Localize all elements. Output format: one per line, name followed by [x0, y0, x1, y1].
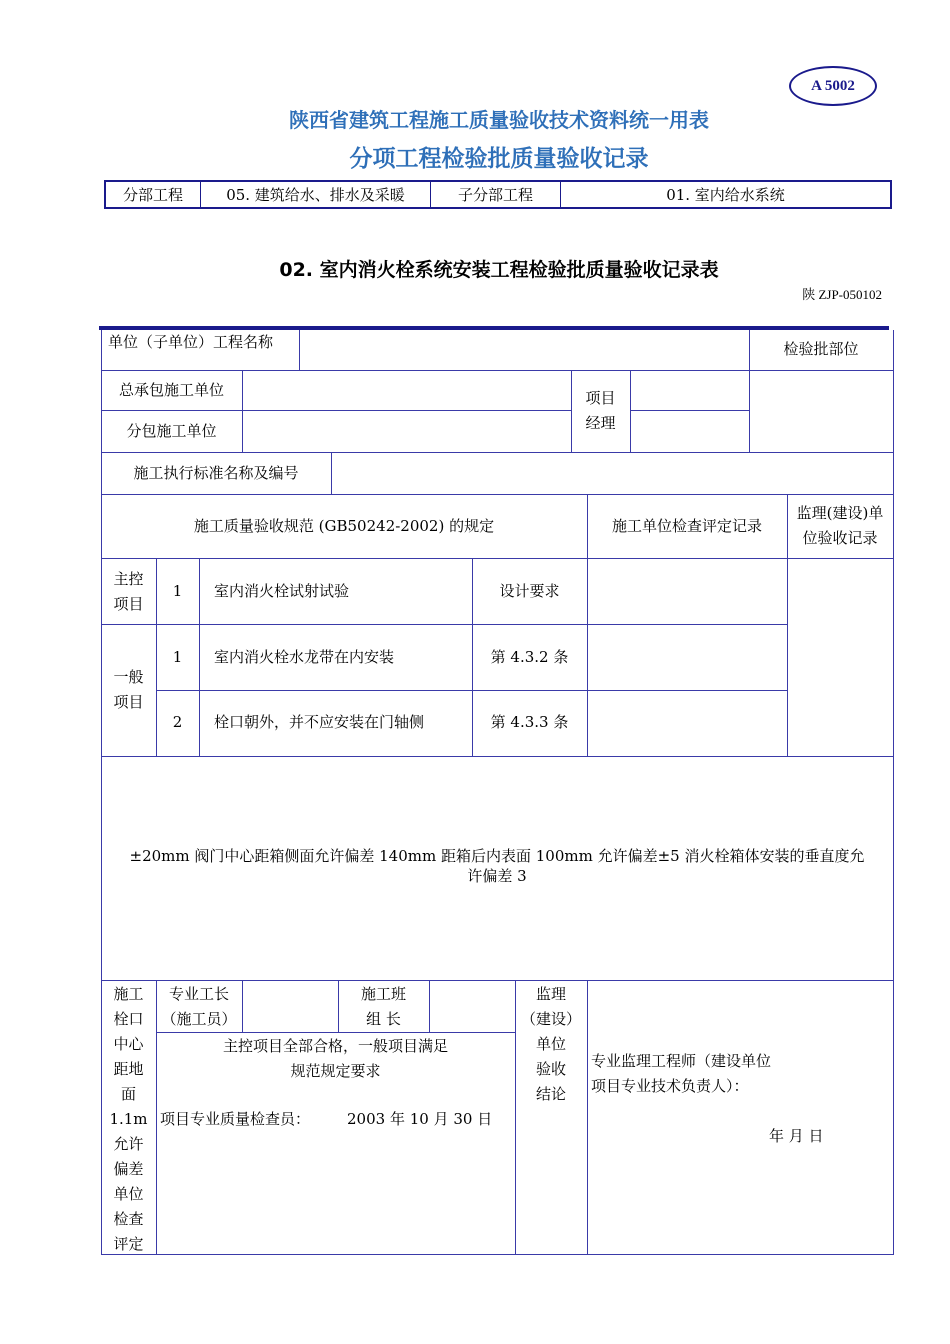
general-contractor-label: 总承包施工单位 — [118, 381, 224, 399]
project-manager-label-2: 经理 — [585, 414, 616, 432]
vertical-label-3: 中心 — [113, 1035, 144, 1053]
vertical-label-1: 施工 — [113, 985, 144, 1003]
main-item-record-field[interactable] — [588, 563, 786, 619]
supervisor-record-field[interactable] — [788, 563, 892, 751]
foreman-label-1: 专业工长 — [168, 985, 229, 1003]
project-manager-label-1: 项目 — [585, 389, 616, 407]
document-title: 陕西省建筑工程施工质量验收技术资料统一用表 — [289, 108, 709, 132]
unit-name-label: 单位（子单位）工程名称 — [108, 333, 274, 351]
division-value: 05. 建筑给水、排水及采暖 — [201, 181, 431, 208]
main-items-category-1: 主控 — [113, 570, 144, 588]
inspector-label: 项目专业质量检查员： — [160, 1110, 311, 1128]
tolerance-text-1: ±20mm 阀门中心距箱侧面允许偏差 140mm 距箱后内表面 100mm 允许偏差±5 消火栓箱体安装的垂直度允 — [129, 847, 865, 865]
supervising-engineer-label-1: 专业监理工程师（建设单位 — [591, 1052, 772, 1070]
conclusion-text-2: 规范规定要求 — [290, 1062, 381, 1080]
vertical-label-2: 栓口 — [113, 1010, 144, 1028]
vertical-label-7: 允许 — [113, 1135, 144, 1153]
form-code: 陕 ZJP-050102 — [802, 287, 882, 302]
vertical-label-11: 评定 — [113, 1235, 144, 1253]
division-label: 分部工程 — [105, 181, 201, 208]
form-title: 02. 室内消火栓系统安装工程检验批质量验收记录表 — [279, 259, 719, 281]
project-manager-field-2[interactable] — [631, 415, 749, 445]
general-contractor-field[interactable] — [243, 375, 571, 405]
general-item-no: 2 — [172, 713, 183, 731]
general-item-name: 室内消火栓水龙带在内安装 — [214, 648, 395, 666]
unit-name-field[interactable] — [300, 335, 749, 365]
contractor-record-header: 施工单位检查评定记录 — [611, 517, 762, 535]
project-manager-field-1[interactable] — [631, 375, 749, 405]
general-items-category-1: 一般 — [113, 668, 144, 686]
general-item-name: 栓口朝外，并不应安装在门轴侧 — [214, 713, 425, 731]
vertical-label-4: 距地 — [113, 1060, 144, 1078]
subdivision-label: 子分部工程 — [431, 181, 561, 208]
vertical-label-10: 检查 — [113, 1210, 144, 1228]
standard-label: 施工执行标准名称及编号 — [133, 464, 299, 482]
subcontractor-field[interactable] — [243, 415, 571, 445]
team-leader-label-1: 施工班 — [360, 985, 406, 1003]
vertical-label-8: 偏差 — [113, 1160, 144, 1178]
team-leader-field[interactable] — [430, 985, 515, 1027]
subdivision-value: 01. 室内给水系统 — [561, 181, 892, 208]
foreman-label-2: （施工员） — [161, 1010, 237, 1028]
inspection-date: 2003 年 10 月 30 日 — [347, 1110, 493, 1128]
standard-field[interactable] — [332, 457, 893, 489]
supervisor-date-placeholder: 年 月 日 — [769, 1127, 824, 1145]
main-item-no: 1 — [172, 582, 183, 600]
main-item-name: 室内消火栓试射试验 — [214, 582, 350, 600]
main-items-category-2: 项目 — [113, 595, 144, 613]
supervising-engineer-label-2: 项目专业技术负责人）： — [591, 1077, 749, 1095]
general-item-record-field[interactable] — [588, 629, 786, 685]
subcontractor-label: 分包施工单位 — [126, 422, 217, 440]
tolerance-text-2: 许偏差 3 — [467, 867, 527, 885]
conclusion-text-1: 主控项目全部合格，一般项目满足 — [222, 1037, 448, 1055]
general-item-no: 1 — [172, 648, 183, 666]
foreman-field[interactable] — [243, 985, 338, 1027]
batch-part-field[interactable] — [750, 375, 893, 447]
document-subtitle: 分项工程检验批质量验收记录 — [349, 146, 649, 172]
general-item-requirement: 第 4.3.2 条 — [490, 648, 569, 666]
general-item-requirement: 第 4.3.3 条 — [490, 713, 569, 731]
main-item-requirement: 设计要求 — [499, 582, 560, 600]
supervisor-vertical-5: 结论 — [535, 1085, 566, 1103]
batch-part-label: 检验批部位 — [783, 340, 859, 358]
vertical-label-9: 单位 — [113, 1185, 144, 1203]
supervisor-vertical-3: 单位 — [535, 1035, 566, 1053]
form-number-badge: A 5002 — [789, 66, 877, 106]
supervisor-header-1: 监理(建设)单 — [796, 504, 884, 522]
team-leader-label-2: 组 长 — [366, 1010, 401, 1028]
vertical-label-5: 面 — [120, 1085, 136, 1103]
supervisor-vertical-4: 验收 — [535, 1060, 566, 1078]
spec-header: 施工质量验收规范 (GB50242-2002) 的规定 — [193, 517, 495, 535]
supervisor-header-2: 位验收记录 — [802, 529, 878, 547]
division-header-table — [104, 180, 892, 209]
general-items-category-2: 项目 — [113, 693, 144, 711]
supervisor-vertical-2: （建设） — [520, 1010, 581, 1028]
vertical-label-6: 1.1m — [109, 1110, 148, 1128]
supervisor-vertical-1: 监理 — [535, 985, 566, 1003]
general-item-record-field[interactable] — [588, 695, 786, 751]
